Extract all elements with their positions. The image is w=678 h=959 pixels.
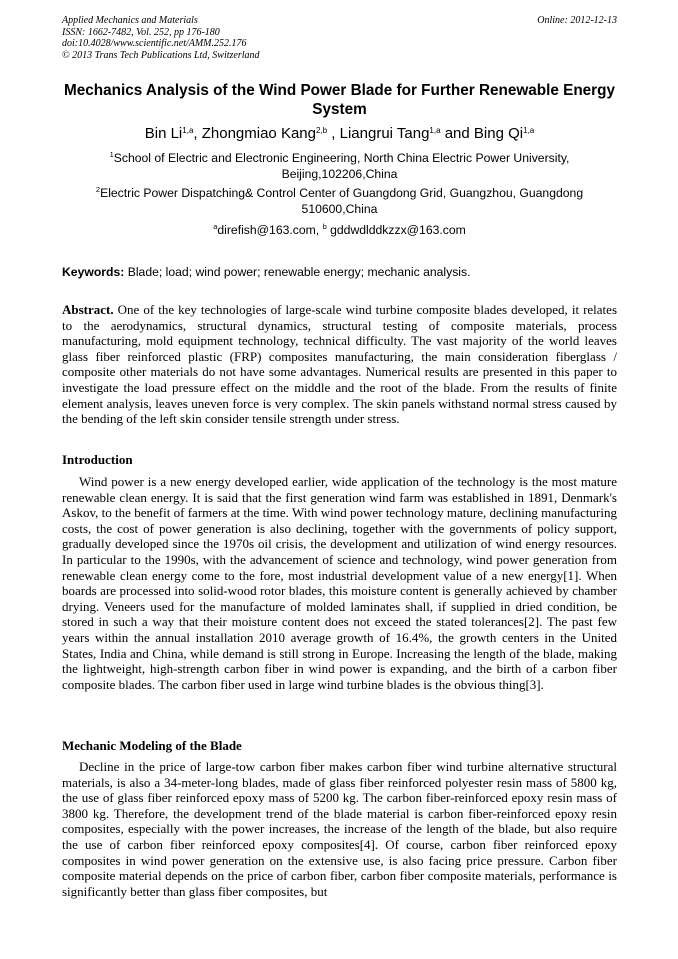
author-separator: and [440, 125, 474, 142]
author-name: Bing Qi [473, 125, 524, 142]
affiliation-mark: 2 [95, 185, 101, 194]
author-name: Liangrui Tang [339, 125, 430, 142]
running-header [62, 15, 617, 61]
copyright-line: © 2013 Trans Tech Publications Ltd, Switzerland [62, 49, 260, 61]
affiliation-mark: 1 [109, 150, 114, 159]
email-address[interactable]: direfish@163.com, [217, 223, 323, 237]
keywords [62, 264, 617, 280]
keywords-label: Keywords: [62, 265, 125, 279]
online-date: Online: 2012-12-13 [537, 15, 617, 26]
affiliation-1 [62, 150, 617, 182]
affiliation-2 [62, 185, 617, 217]
author-name: Bin Li [144, 125, 183, 142]
abstract [62, 302, 617, 427]
author-affiliation-mark: 1,a [182, 126, 194, 135]
author-affiliation-mark: 2,b [315, 126, 328, 135]
email-mark: a [213, 222, 218, 231]
email-mark: b [322, 222, 327, 231]
issn-line: ISSN: 1662-7482, Vol. 252, pp 176-180 [62, 26, 220, 38]
email-line [62, 222, 617, 238]
author-separator: , [327, 125, 340, 142]
doi-line: doi:10.4028/www.scientific.net/AMM.252.176 [62, 38, 247, 50]
paper-title: Mechanics Analysis of the Wind Power Blade for Further Renewable Energy System [64, 82, 615, 118]
affiliation-text: School of Electric and Electronic Engineering, North China Electric Power University, Beijing,102206,China [113, 151, 570, 181]
introduction-paragraph: Wind power is a new energy developed earlier, wide application of the technology is the most mature renewable clean energy. It is said that the first generation wind farm was established in 1891, Denmark's Askov, to the benefit of farmers at the time. With wind power technology mature, declining manufacturing costs, the cost of power generation is also declining, together with the governments of policy support, gradually developed since the 1970s oil crisis, the development and utilization of wind energy resources. In particular to the 1990s, with the advancement of science and technology, wind power generation from renewable clean energy come to the fore, most industrial development value of a new energy[1]. When boards are processed into solid-wood rotor blades, this moisture content is generally achieved by chamber drying. Veneers used for the manufacture of molded laminates shall, if supplied in dried condition, be stored in such a way that their moisture content does not exceed the stated tolerances[2]. The past few years within the annual installation 2010 average growth of 16.4%, the growth centers in the United States, India and China, while demand is still strong in Europe. Increasing the length of the blade, making the lightweight, high-strength carbon fiber in wind power is expanding, and the birth of a carbon fiber composite blades. The carbon fiber used in large wind turbine blades is the obvious thing[3]. [62, 474, 617, 692]
abstract-label: Abstract. [62, 302, 114, 317]
affiliation-text: Electric Power Dispatching& Control Center of Guangdong Grid, Guangzhou, Guangdong 510600,China [100, 186, 584, 216]
section-heading-mechanic-modeling: Mechanic Modeling of the Blade [62, 738, 242, 753]
journal-name: Applied Mechanics and Materials [62, 15, 198, 26]
author-list [62, 124, 617, 143]
author-affiliation-mark: 1,a [523, 126, 535, 135]
mechanic-modeling-paragraph: Decline in the price of large-tow carbon fiber makes carbon fiber wind turbine alternative structural materials, is also a 34-meter-long blades, made of glass fiber reinforced polyester resin mass of 5800 kg, the use of glass fiber reinforced epoxy mass of 5200 kg. The carbon fiber-reinforced epoxy resin mass of 3800 kg. Therefore, the development trend of the blade material is carbon fiber-reinforced epoxy resin composites, especially with the power increases, the increase of the length of the blade, but also require the use of carbon fiber reinforced epoxy composites[4]. Of course, carbon fiber reinforced epoxy composites in wind power generation on the extensive use, is also facing price pressure. Carbon fiber composite material depends on the price of carbon fiber, carbon fiber composite materials, performance is significantly better than glass fiber composites, but [62, 759, 617, 899]
author-affiliation-mark: 1,a [429, 126, 441, 135]
abstract-text: One of the key technologies of large-scale wind turbine composite blades developed, it relates to the aerodynamics, structural dynamics, structural testing of composite materials, process manufacturing, mold equipment technology, technical difficulty. The vast majority of the world leaves glass fiber reinforced plastic (FRP) composites manufacturing, the main consideration fiberglass / composite other materials do not have some advantages. Numerical results are presented in this paper to investigate the load pressure effect on the middle and the root of the blade. From the results of finite element analysis, leaves uneven force is very complex. The skin panels withstand normal stress caused by the bending of the left skin consider tensile strength under stress. [62, 302, 617, 427]
author-name: Zhongmiao Kang [201, 125, 316, 142]
keywords-text: Blade; load; wind power; renewable energy; mechanic analysis. [124, 265, 471, 279]
author-separator: , [193, 125, 202, 142]
email-address[interactable]: gddwdlddkzzx@163.com [326, 223, 466, 237]
section-heading-introduction: Introduction [62, 452, 133, 467]
